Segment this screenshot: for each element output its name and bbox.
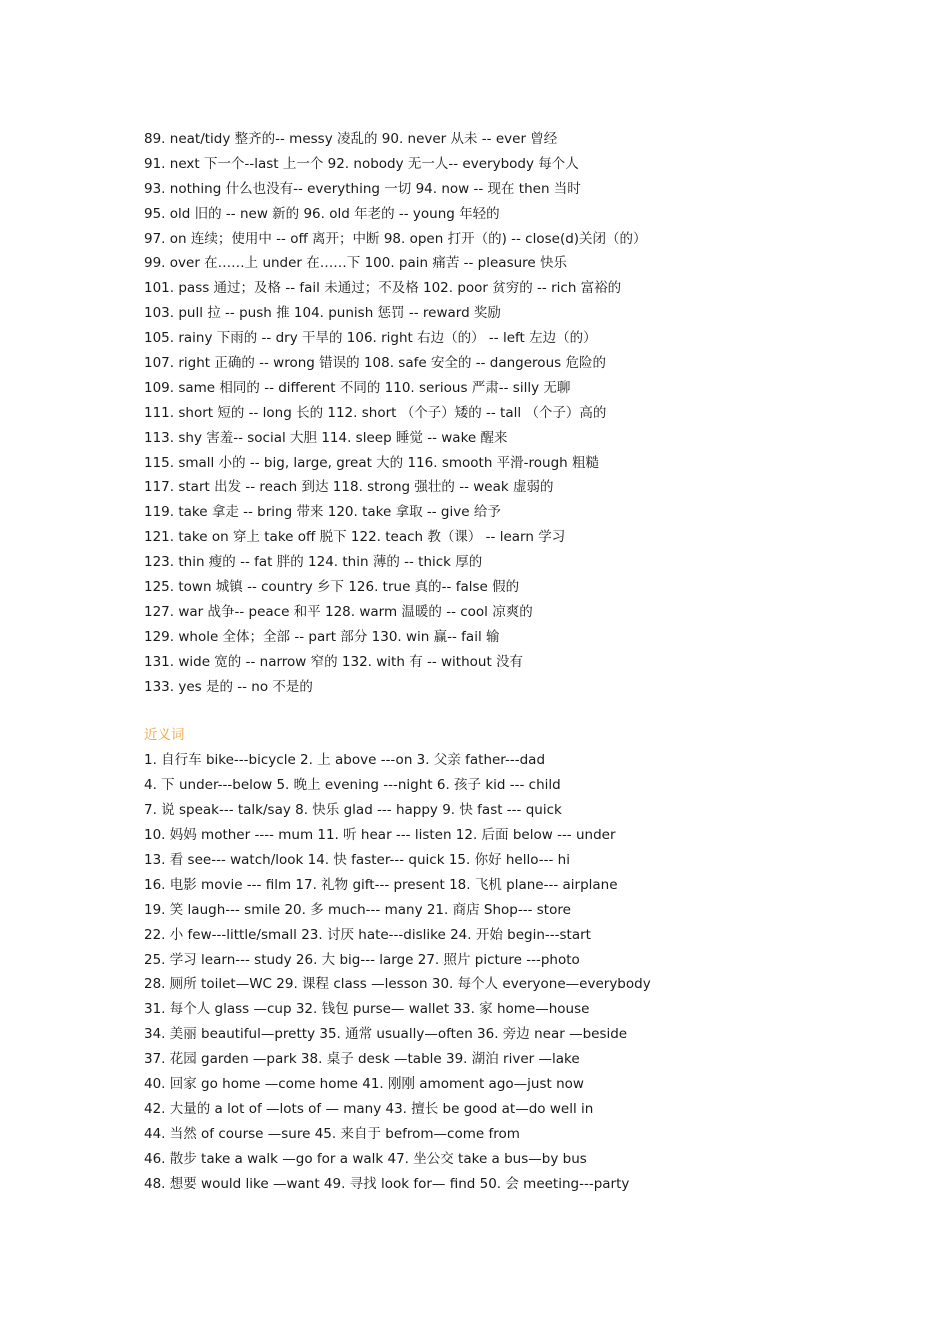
synonym-line: 42. 大量的 a lot of —lots of — many 43. 擅长 be good at—do well in: [144, 1100, 594, 1117]
antonym-line: 101. pass 通过；及格 -- fail 未通过；不及格 102. poor 贫穷的 -- rich 富裕的: [144, 280, 622, 297]
synonym-line: 37. 花园 garden —park 38. 桌子 desk —table 39. 湖泊 river —lake: [144, 1051, 580, 1068]
antonym-line: 115. small 小的 -- big, large, great 大的 116. smooth 平滑-rough 粗糙: [144, 454, 600, 471]
synonym-line: 40. 回家 go home —come home 41. 刚刚 amoment ago—just now: [144, 1075, 584, 1092]
synonym-line: 25. 学习 learn--- study 26. 大 big--- large 27. 照片 picture ---photo: [144, 951, 580, 968]
synonym-line: 13. 看 see--- watch/look 14. 快 faster--- quick 15. 你好 hello--- hi: [144, 851, 570, 868]
antonym-line: 97. on 连续；使用中 -- off 离开；中断 98. open 打开（的) -- close(d)关闭（的）: [144, 230, 647, 247]
synonym-line: 10. 妈妈 mother ---- mum 11. 听 hear --- listen 12. 后面 below --- under: [144, 827, 616, 844]
synonym-line: 46. 散步 take a walk —go for a walk 47. 坐公交 take a bus—by bus: [144, 1150, 587, 1167]
antonym-list: [144, 127, 904, 699]
synonym-line: 16. 电影 movie --- film 17. 礼物 gift--- present 18. 飞机 plane--- airplane: [144, 876, 618, 893]
synonym-list: [144, 748, 904, 1196]
document-page: [144, 127, 904, 1196]
antonym-line: 107. right 正确的 -- wrong 错误的 108. safe 安全的 -- dangerous 危险的: [144, 355, 606, 372]
synonym-line: 4. 下 under---below 5. 晚上 evening ---night 6. 孩子 kid --- child: [144, 777, 561, 794]
antonym-line: 129. whole 全体；全部 -- part 部分 130. win 赢-- fail 输: [144, 628, 500, 645]
synonym-line: 34. 美丽 beautiful—pretty 35. 通常 usually—often 36. 旁边 near —beside: [144, 1026, 628, 1043]
synonym-line: 22. 小 few---little/small 23. 讨厌 hate---dislike 24. 开始 begin---start: [144, 926, 591, 943]
antonym-line: 113. shy 害羞-- social 大胆 114. sleep 睡觉 -- wake 醒来: [144, 429, 508, 446]
antonym-line: 131. wide 宽的 -- narrow 窄的 132. with 有 -- without 没有: [144, 653, 524, 670]
synonym-line: 19. 笑 laugh--- smile 20. 多 much--- many 21. 商店 Shop--- store: [144, 901, 571, 918]
antonym-line: 103. pull 拉 -- push 推 104. punish 惩罚 -- reward 奖励: [144, 305, 501, 322]
antonym-line: 119. take 拿走 -- bring 带来 120. take 拿取 -- give 给予: [144, 504, 501, 521]
antonym-line: 89. neat/tidy 整齐的-- messy 凌乱的 90. never 从未 -- ever 曾经: [144, 131, 558, 147]
antonym-line: 105. rainy 下雨的 -- dry 干旱的 106. right 右边（的） -- left 左边（的）: [144, 330, 597, 347]
antonym-line: 133. yes 是的 -- no 不是的: [144, 678, 313, 695]
synonym-line: 28. 厕所 toilet—WC 29. 课程 class —lesson 30. 每个人 everyone—everybody: [144, 976, 651, 993]
antonym-line: 95. old 旧的 -- new 新的 96. old 年老的 -- young 年轻的: [144, 205, 500, 222]
synonym-line: 48. 想要 would like —want 49. 寻找 look for— find 50. 会 meeting---party: [144, 1175, 630, 1192]
antonym-line: 93. nothing 什么也没有-- everything 一切 94. now -- 现在 then 当时: [144, 180, 581, 197]
antonym-line: 99. over 在……上 under 在……下 100. pain 痛苦 -- pleasure 快乐: [144, 255, 568, 272]
synonyms-heading: 近义词: [144, 727, 185, 744]
synonym-line: 7. 说 speak--- talk/say 8. 快乐 glad --- happy 9. 快 fast --- quick: [144, 802, 562, 819]
antonym-line: 109. same 相同的 -- different 不同的 110. serious 严肃-- silly 无聊: [144, 379, 571, 396]
antonym-line: 91. next 下一个--last 上一个 92. nobody 无一人-- everybody 每个人: [144, 155, 579, 172]
antonym-line: 121. take on 穿上 take off 脱下 122. teach 教（课） -- learn 学习: [144, 529, 566, 546]
antonym-line: 125. town 城镇 -- country 乡下 126. true 真的-- false 假的: [144, 579, 520, 596]
synonym-line: 31. 每个人 glass —cup 32. 钱包 purse— wallet 33. 家 home—house: [144, 1001, 590, 1018]
antonym-line: 123. thin 瘦的 -- fat 胖的 124. thin 薄的 -- thick 厚的: [144, 554, 483, 571]
antonym-line: 111. short 短的 -- long 长的 112. short （个子）矮的 -- tall （个子）高的: [144, 404, 607, 421]
synonym-line: 44. 当然 of course —sure 45. 来自于 befrom—come from: [144, 1125, 520, 1142]
antonym-line: 117. start 出发 -- reach 到达 118. strong 强壮的 -- weak 虚弱的: [144, 479, 554, 496]
synonym-line: 1. 自行车 bike---bicycle 2. 上 above ---on 3. 父亲 father---dad: [144, 752, 546, 769]
antonym-line: 127. war 战争-- peace 和平 128. warm 温暖的 -- cool 凉爽的: [144, 603, 533, 620]
